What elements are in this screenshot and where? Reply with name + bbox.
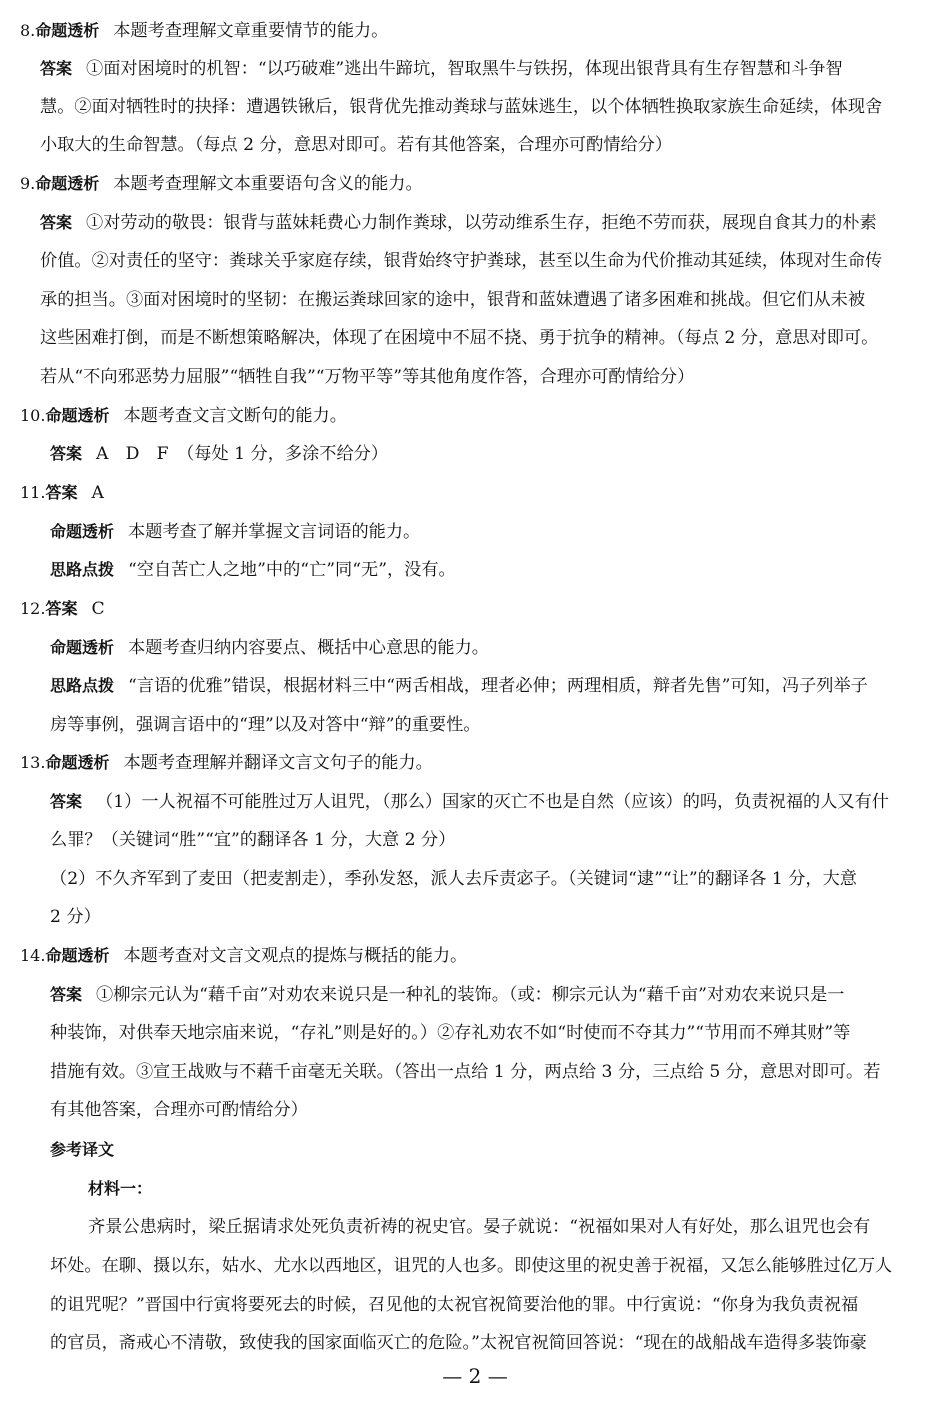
q12-hint-line-1 <box>50 674 868 698</box>
q9-header <box>20 172 423 196</box>
q14-answer-line-3: 措施有效。③宣王战败与不藉千亩毫无关联。（答出一点给 1 分，两点给 3 分，三点给 5 分，意思对即可。若 <box>50 1062 881 1082</box>
translation-line-2: 坏处。在聊、摄以东，姑水、尤水以西地区，诅咒的人也多。即使这里的祝史善于祝福，又怎么能够胜过亿万人 <box>50 1256 893 1276</box>
q9-answer-line-2: 价值。②对责任的坚守：粪球关乎家庭存续，银背始终守护粪球，甚至以生命为代价推动其延续，体现对生命传 <box>40 251 883 271</box>
section-label: 命题透析 <box>35 21 100 40</box>
question-number: 8. <box>20 21 36 40</box>
q13-answer-line-4: 2 分） <box>50 907 101 927</box>
q13-answer-line-3: （2）不久齐军到了麦田（把麦割走），季孙发怒，派人去斥责宓子。（关键词“逮”“让”的翻译各 1 分，大意 <box>50 869 857 889</box>
translation-line-3: 的诅咒呢？”晋国中行寅将要死去的时候，召见他的太祝官祝简要治他的罪。中行寅说：“你身为我负责祝福 <box>50 1295 859 1315</box>
section-text: 本题考查对文言文观点的提炼与概括的能力。 <box>123 946 468 966</box>
q14-answer-line-2: 种装饰，对供奉天地宗庙来说，“存礼”则是好的。）②存礼劝农不如“时使而不夺其力”“节用而不殚其财”等 <box>50 1023 851 1043</box>
hint-text: “空自苦亡人之地”中的“亡”同“无”，没有。 <box>128 560 456 580</box>
section-label: 命题透析 <box>45 406 110 425</box>
answer-text: A D F （每处 1 分，多涂不给分） <box>96 444 389 464</box>
answer-text: ①对劳动的敬畏：银背与蓝妹耗费心力制作粪球，以劳动维系生存，拒绝不劳而获，展现自食其力的朴素 <box>86 213 877 233</box>
answer-label: 答案 <box>40 213 73 232</box>
question-number: 11. <box>20 483 46 502</box>
q13-header <box>20 751 433 775</box>
answer-text: ①面对困境时的机智：“以巧破难”逃出牛蹄坑，智取黑牛与铁拐，体现出银背具有生存智慧和斗争智 <box>86 59 843 79</box>
q8-answer-line-1 <box>40 57 843 81</box>
section-label: 命题透析 <box>50 638 115 657</box>
q9-answer-line-1 <box>40 211 877 235</box>
q8-answer-line-3: 小取大的生命智慧。（每点 2 分，意思对即可。若有其他答案，合理亦可酌情给分） <box>40 135 673 155</box>
translation-line-4: 的官员，斋戒心不清敬，致使我的国家面临灭亡的危险。”太祝官祝简回答说：“现在的战船战车造得多装饰豪 <box>50 1333 867 1353</box>
answer-label: 答案 <box>40 59 73 78</box>
question-number: 12. <box>20 599 46 618</box>
q13-answer-line-2: 么罪？（关键词“胜”“宜”的翻译各 1 分，大意 2 分） <box>50 830 456 850</box>
page-number: — 2 — <box>442 1364 508 1388</box>
question-number: 10. <box>20 406 46 425</box>
answer-text: A <box>91 483 104 503</box>
section-text: 本题考查了解并掌握文言词语的能力。 <box>128 522 421 542</box>
section-label: 命题透析 <box>45 753 110 772</box>
q9-answer-line-3: 承的担当。③面对困境时的坚韧：在搬运粪球回家的途中，银背和蓝妹遭遇了诸多困难和挑战。但它们从未被 <box>40 290 866 310</box>
hint-label: 思路点拨 <box>50 676 115 695</box>
q14-header <box>20 944 467 968</box>
q10-answer <box>50 442 388 466</box>
q11-answer <box>20 481 104 505</box>
q11-hint <box>50 558 456 582</box>
q12-hint-line-2: 房等事例，强调言语中的“理”以及对答中“辩”的重要性。 <box>50 715 481 735</box>
question-number: 13. <box>20 753 46 772</box>
answer-text: C <box>91 599 105 619</box>
q13-answer-line-1 <box>50 790 889 814</box>
answer-label: 答案 <box>50 985 83 1004</box>
answer-label: 答案 <box>50 792 83 811</box>
section-text: 本题考查理解文本重要语句含义的能力。 <box>113 174 423 194</box>
translation-line-1: 齐景公患病时，梁丘据请求处死负责祈祷的祝史官。晏子就说：“祝福如果对人有好处，那么诅咒也会有 <box>88 1217 871 1237</box>
answer-text: ①柳宗元认为“藉千亩”对劝农来说只是一种礼的装饰。（或：柳宗元认为“藉千亩”对劝农来说只是一 <box>96 985 845 1005</box>
q8-header <box>20 19 388 43</box>
q8-answer-line-2: 慧。②面对牺牲时的抉择：遭遇铁锹后，银背优先推动粪球与蓝妹逃生，以个体牺牲换取家族生命延续，体现舍 <box>40 97 883 117</box>
q9-answer-line-5: 若从“不向邪恶势力屈服”“牺牲自我”“万物平等”等其他角度作答，合理亦可酌情给分） <box>40 367 695 387</box>
section-label: 命题透析 <box>35 174 100 193</box>
q14-answer-line-4: 有其他答案，合理亦可酌情给分） <box>50 1100 308 1120</box>
question-number: 9. <box>20 174 36 193</box>
answer-label: 答案 <box>50 444 83 463</box>
material-label: 材料一： <box>88 1179 153 1198</box>
q11-analysis <box>50 520 420 544</box>
section-text: 本题考查归纳内容要点、概括中心意思的能力。 <box>128 638 489 658</box>
section-text: 本题考查文言文断句的能力。 <box>123 406 347 426</box>
answer-label: 答案 <box>45 483 78 502</box>
answer-label: 答案 <box>45 599 78 618</box>
q14-answer-line-1 <box>50 983 844 1007</box>
q9-answer-line-4: 这些困难打倒，而是不断想策略解决，体现了在困境中不屈不挠、勇于抗争的精神。（每点 2 分，意思对即可。 <box>40 328 879 348</box>
section-text: 本题考查理解并翻译文言文句子的能力。 <box>123 753 433 773</box>
section-text: 本题考查理解文章重要情节的能力。 <box>113 21 389 41</box>
q10-header <box>20 404 347 428</box>
q12-analysis <box>50 636 489 660</box>
hint-label: 思路点拨 <box>50 560 115 579</box>
answer-text: （1）一人祝福不可能胜过万人诅咒，（那么）国家的灭亡不也是自然（应该）的吗，负责祝福的人又有什 <box>96 792 889 812</box>
question-number: 14. <box>20 946 46 965</box>
section-label: 命题透析 <box>50 522 115 541</box>
q12-answer <box>20 597 105 621</box>
translation-title: 参考译文 <box>50 1140 115 1159</box>
hint-text: “言语的优雅”错误，根据材料三中“两舌相战，理者必伸；两理相质，辩者先售”可知，冯子列举子 <box>128 676 868 696</box>
section-label: 命题透析 <box>45 946 110 965</box>
